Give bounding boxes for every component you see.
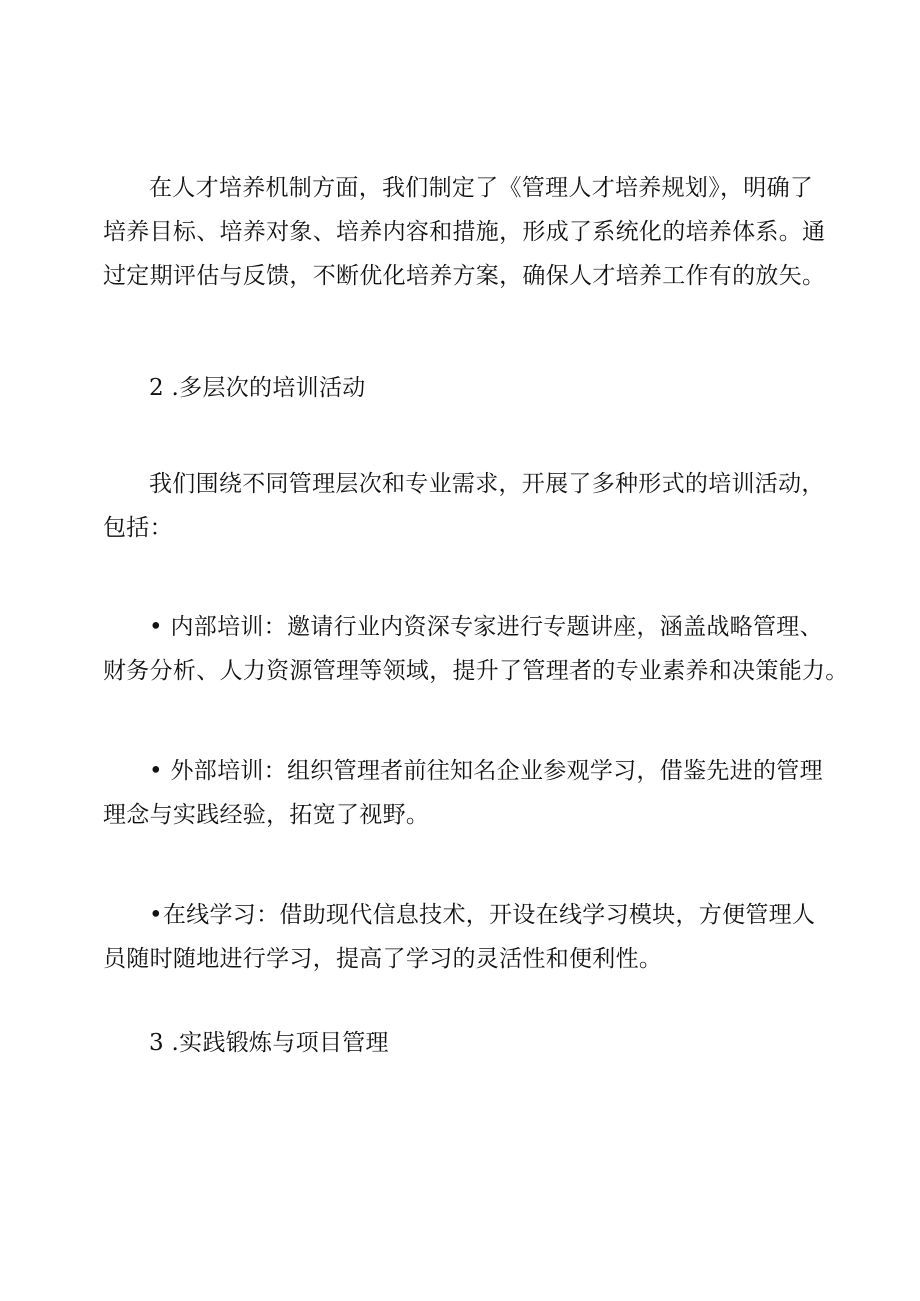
text-line: 过定期评估与反馈，不断优化培养方案，确保人才培养工作有的放矢。	[103, 263, 826, 289]
text-line: 我们围绕不同管理层次和专业需求，开展了多种形式的培训活动，	[149, 471, 825, 497]
section-heading-3	[103, 1021, 823, 1065]
text-line: 财务分析、人力资源管理等领域，提升了管理者的专业素养和决策能力。	[103, 658, 849, 684]
heading-text: 3 .实践锻炼与项目管理	[149, 1030, 389, 1056]
text-line: 理念与实践经验，拓宽了视野。	[103, 802, 430, 828]
text-line: 包括：	[103, 515, 173, 541]
bullet-internal-training	[103, 605, 849, 693]
paragraph-talent-mechanism	[103, 166, 826, 298]
bullet-external-training	[103, 749, 823, 837]
text-line: 在人才培养机制方面，我们制定了《管理人才培养规划》，明确了	[149, 175, 814, 201]
paragraph-training-intro	[103, 462, 823, 550]
text-line: 员随时随地进行学习，提高了学习的灵活性和便利性。	[103, 946, 663, 972]
heading-text: 2 .多层次的培训活动	[149, 375, 366, 401]
bullet-online-learning	[103, 893, 823, 981]
text-line: • 内部培训：邀请行业内资深专家进行专题讲座，涵盖战略管理、	[149, 614, 823, 640]
section-heading-2	[103, 366, 823, 410]
text-line: •在线学习：借助现代信息技术，开设在线学习模块，方便管理人	[149, 902, 816, 928]
text-line: • 外部培训：组织管理者前往知名企业参观学习，借鉴先进的管理	[149, 758, 823, 784]
text-line: 培养目标、培养对象、培养内容和措施，形成了系统化的培养体系。通	[103, 219, 826, 245]
